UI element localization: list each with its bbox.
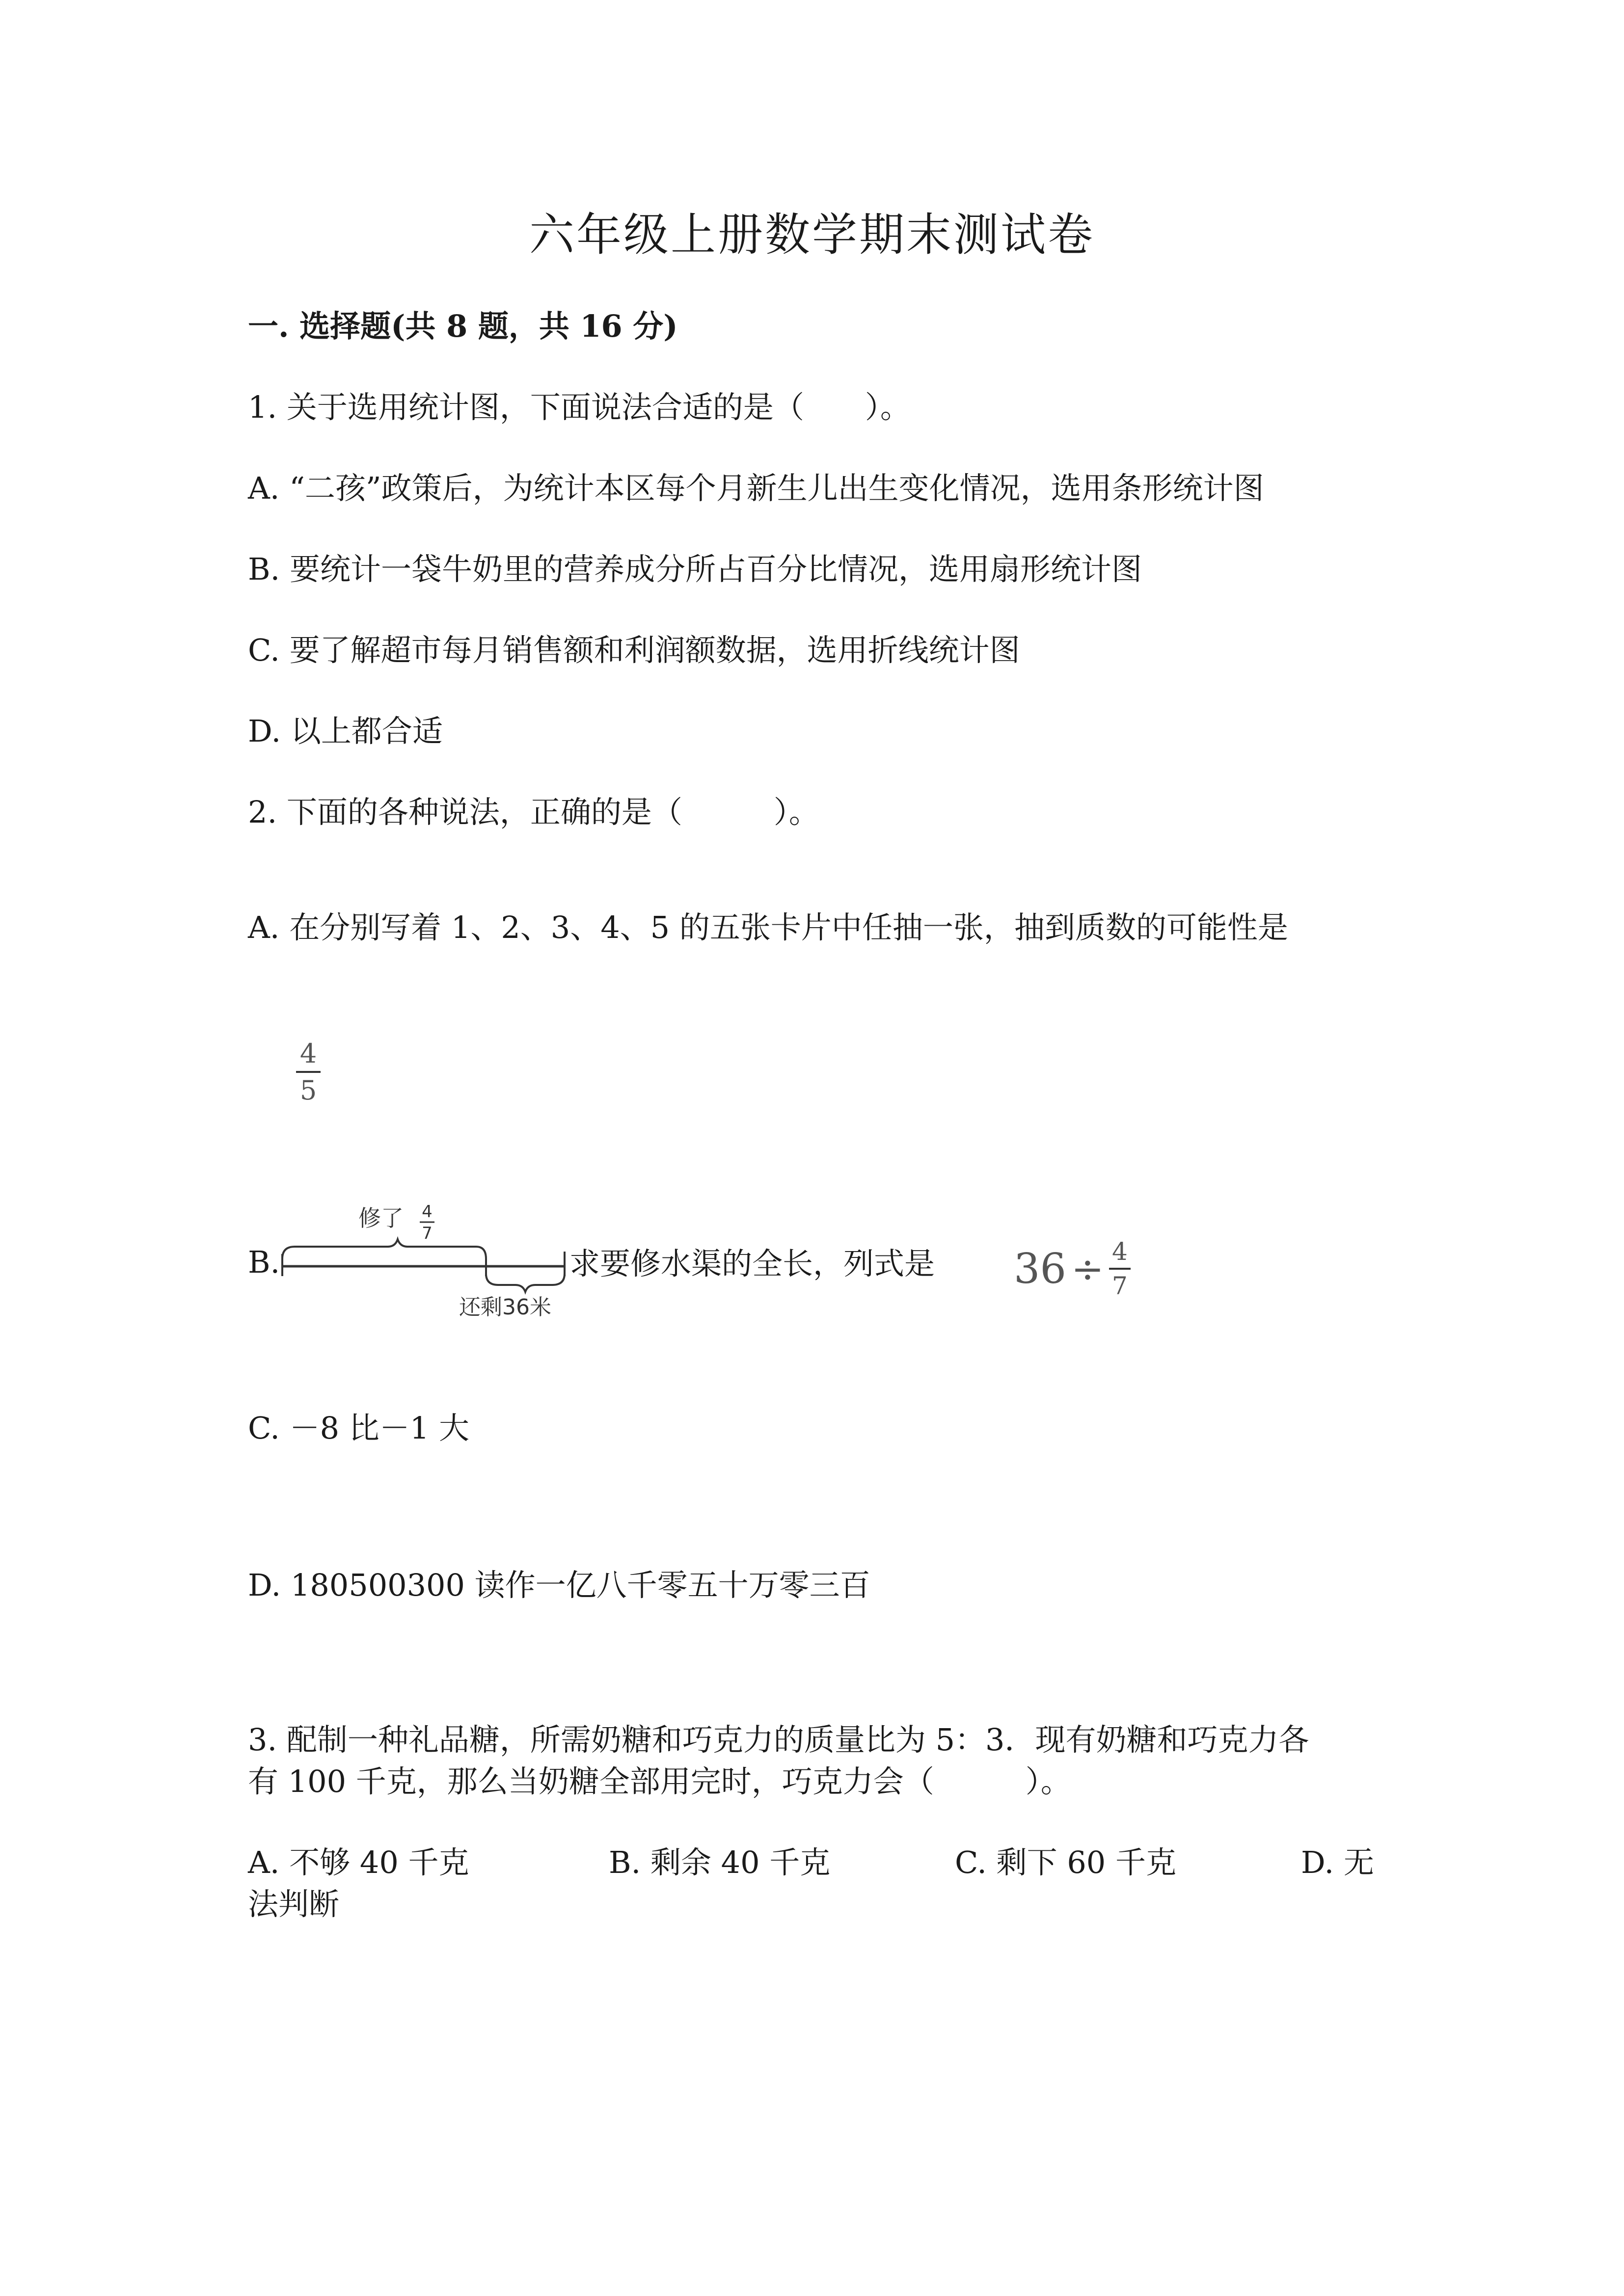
formula-operator: ÷ <box>1071 1246 1104 1292</box>
canal-diagram <box>280 1198 574 1330</box>
fraction-bar <box>1109 1268 1131 1270</box>
q1-option-d: D. 以上都合适 <box>248 713 443 749</box>
formula-whole: 36 <box>1014 1245 1066 1293</box>
q1-stem: 1. 关于选用统计图，下面说法合适的是（ ）。 <box>248 389 911 425</box>
q3-option-d: D. 无 <box>1301 1844 1374 1880</box>
q3-stem-line1: 3. 配制一种礼品糖，所需奶糖和巧克力的质量比为 5：3．现有奶糖和巧克力各 <box>248 1722 1309 1758</box>
q1-option-b: B. 要统计一袋牛奶里的营养成分所占百分比情况，选用扇形统计图 <box>248 551 1142 587</box>
page-title: 六年级上册数学期末测试卷 <box>529 209 1095 261</box>
diagram-bottom-brace <box>486 1274 565 1292</box>
q2-b-formula <box>1014 1229 1131 1308</box>
q2-a-fraction <box>296 1038 321 1106</box>
diagram-bottom-label: 还剩36米 <box>459 1295 551 1320</box>
fraction-denominator: 5 <box>299 1075 317 1106</box>
q2-option-b-text: 求要修水渠的全长，列式是 <box>569 1246 935 1281</box>
formula-fraction <box>1109 1237 1131 1300</box>
q2-option-c: C. －8 比－1 大 <box>248 1410 469 1446</box>
diagram-top-label: 修了 <box>358 1205 404 1231</box>
q3-option-a: A. 不够 40 千克 <box>248 1844 469 1880</box>
fraction-bar <box>296 1071 321 1073</box>
fraction-numerator: 4 <box>299 1038 317 1069</box>
q2-stem: 2. 下面的各种说法，正确的是（ ）。 <box>248 794 819 830</box>
q2-option-a: A. 在分别写着 1、2、3、4、5 的五张卡片中任抽一张，抽到质数的可能性是 <box>248 909 1288 945</box>
q2-option-b-label: B. <box>248 1244 280 1280</box>
q3-option-d-wrap: 法判断 <box>248 1886 340 1922</box>
fraction-denominator: 7 <box>1112 1272 1128 1300</box>
diagram-top-brace <box>282 1239 486 1259</box>
q3-option-b: B. 剩余 40 千克 <box>609 1844 831 1880</box>
q3-option-c: C. 剩下 60 千克 <box>955 1844 1176 1880</box>
q3-stem-line2: 有 100 千克，那么当奶糖全部用完时，巧克力会（ ）。 <box>248 1763 1071 1799</box>
diagram-frac-denominator: 7 <box>422 1224 433 1243</box>
diagram-frac-numerator: 4 <box>422 1202 433 1222</box>
section-heading: 一. 选择题(共 8 题，共 16 分) <box>248 308 678 344</box>
q1-option-c: C. 要了解超市每月销售额和利润额数据，选用折线统计图 <box>248 632 1020 668</box>
q2-option-d: D. 180500300 读作一亿八千零五十万零三百 <box>248 1567 870 1603</box>
fraction-numerator: 4 <box>1112 1237 1128 1266</box>
q1-option-a: A. “二孩”政策后，为统计本区每个月新生儿出生变化情况，选用条形统计图 <box>248 470 1264 506</box>
